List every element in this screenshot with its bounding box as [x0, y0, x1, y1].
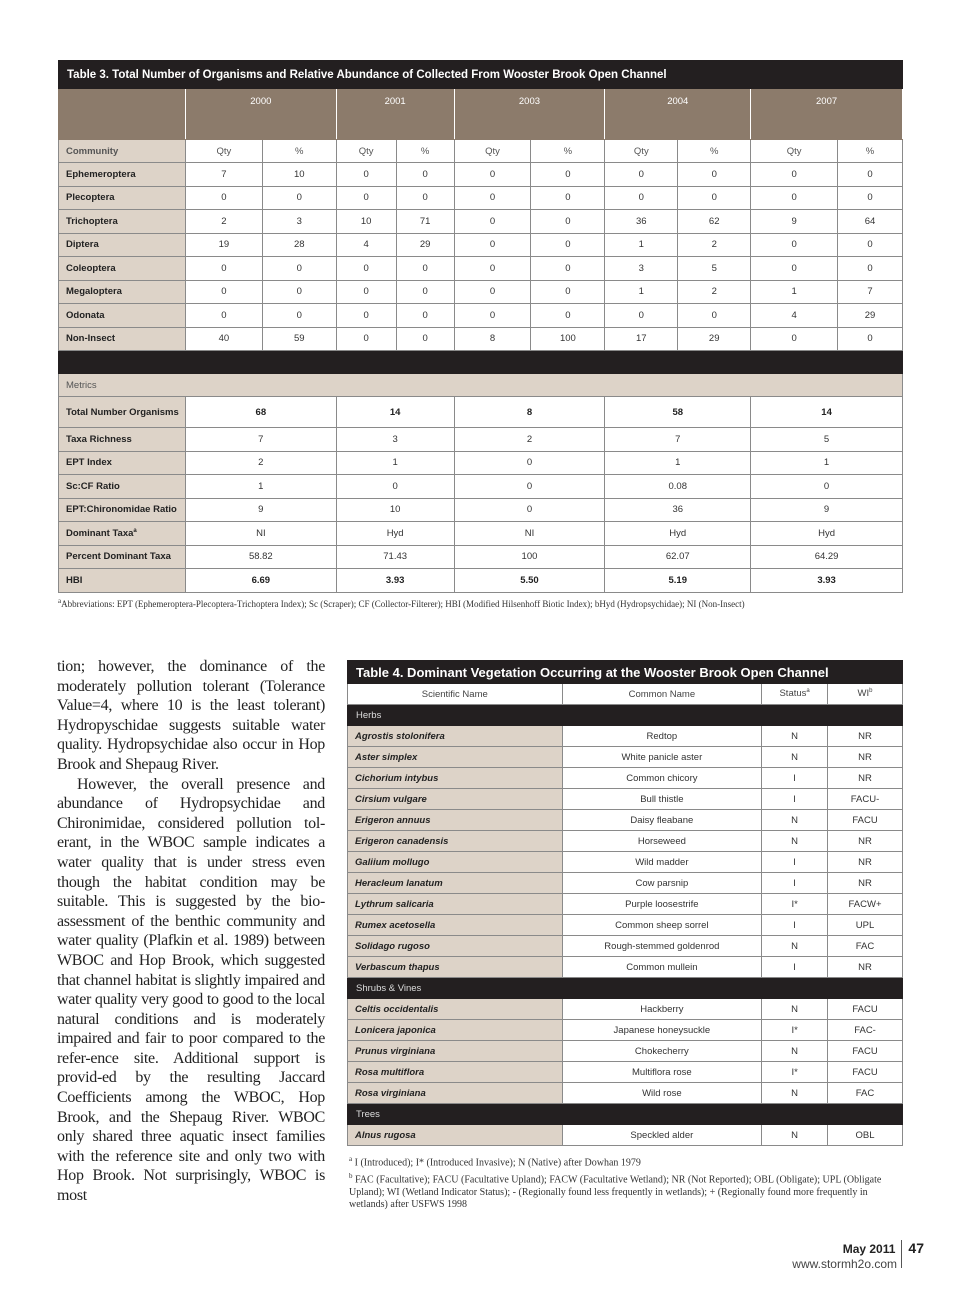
metric-name: Sc:CF Ratio: [59, 475, 186, 499]
cell: 0: [531, 280, 605, 304]
table-row: [59, 304, 903, 328]
group-row: [348, 1104, 903, 1125]
cell: 0: [531, 233, 605, 257]
status: I: [762, 852, 828, 873]
wetland-indicator: NR: [828, 747, 903, 768]
table-row: [348, 936, 903, 957]
qty-header: Qty: [185, 140, 262, 163]
metric-value: 58: [605, 397, 751, 428]
community-name: Non-Insect: [59, 327, 186, 351]
table-row: [348, 1020, 903, 1041]
year-header: 2001: [336, 89, 454, 140]
metric-value: 5.19: [605, 569, 751, 593]
wi-header: $WI^b$: [828, 684, 903, 705]
wetland-indicator: FACU: [828, 1041, 903, 1062]
cell: 0: [185, 257, 262, 281]
cell: 0: [396, 257, 454, 281]
scientific-name-header: Scientific Name: [348, 684, 563, 705]
cell: 40: [185, 327, 262, 351]
wetland-indicator: FACU: [828, 810, 903, 831]
status: N: [762, 1041, 828, 1062]
cell: 0: [454, 233, 531, 257]
table-row: [348, 1062, 903, 1083]
cell: 0: [262, 257, 336, 281]
cell: 17: [605, 327, 678, 351]
qty-header: Qty: [336, 140, 396, 163]
cell: 0: [751, 186, 838, 210]
cell: 0: [531, 163, 605, 187]
scientific-name: Rosa virginiana: [348, 1083, 563, 1104]
metric-row: [59, 522, 903, 546]
community-name: Ephemeroptera: [59, 163, 186, 187]
scientific-name: Solidago rugoso: [348, 936, 563, 957]
table-row: [348, 747, 903, 768]
year-header: 2007: [751, 89, 903, 140]
metrics-header-row: [59, 374, 903, 397]
table-row: [348, 726, 903, 747]
cell: 0: [605, 304, 678, 328]
cell: 29: [838, 304, 903, 328]
cell: 9: [751, 210, 838, 234]
table-row: [348, 957, 903, 978]
community-name: Diptera: [59, 233, 186, 257]
cell: 4: [751, 304, 838, 328]
cell: 3: [605, 257, 678, 281]
metric-value: 3.93: [751, 569, 903, 593]
scientific-name: Verbascum thapus: [348, 957, 563, 978]
status: N: [762, 726, 828, 747]
status: I: [762, 789, 828, 810]
cell: 0: [838, 327, 903, 351]
community-name: Odonata: [59, 304, 186, 328]
wetland-indicator: FAC: [828, 936, 903, 957]
cell: 0: [454, 280, 531, 304]
cell: 62: [678, 210, 751, 234]
cell: 0: [838, 257, 903, 281]
metric-row: [59, 397, 903, 428]
common-name: Rough-stemmed goldenrod: [562, 936, 762, 957]
group-label: Herbs: [348, 705, 903, 726]
cell: 29: [678, 327, 751, 351]
cell: 7: [838, 280, 903, 304]
cell: 1: [751, 280, 838, 304]
cell: 100: [531, 327, 605, 351]
table-3-footnote: $^a$Abbreviations: EPT (Ephemeroptera-Plecoptera-Trichoptera Index); Sc (Scraper); CF (Collector-Filterer); HBI (Modified Hilsenhoff Biotic Index); bHyd (Hydropsychidae); NI (Non-Insect): [58, 597, 745, 609]
scientific-name: Prunus virginiana: [348, 1041, 563, 1062]
cell: 0: [531, 210, 605, 234]
table-row: [348, 831, 903, 852]
wetland-indicator: FAC: [828, 1083, 903, 1104]
scientific-name: Cirsium vulgare: [348, 789, 563, 810]
cell: 0: [678, 186, 751, 210]
metric-value: 68: [185, 397, 336, 428]
metric-value: Hyd: [605, 522, 751, 546]
wetland-indicator: FACU: [828, 1062, 903, 1083]
year-header: 2004: [605, 89, 751, 140]
metric-value: 3.93: [336, 569, 454, 593]
status: N: [762, 1125, 828, 1146]
cell: 10: [262, 163, 336, 187]
pct-header: %: [838, 140, 903, 163]
cell: 0: [262, 304, 336, 328]
cell: 0: [336, 257, 396, 281]
paragraph: tion; however, the dominance of the moderately pollution tolerant (Tolerance Value=4, where 10 is the least tolerant) Hydropyschidae suggests suitable water quality. Hydropsychidae also occur in Hop Brook and Shepaug River.: [57, 658, 325, 773]
metric-name: EPT Index: [59, 451, 186, 475]
cell: 0: [185, 280, 262, 304]
table-row: [348, 810, 903, 831]
cell: 0: [838, 233, 903, 257]
metric-value: 100: [454, 545, 605, 569]
metric-row: [59, 451, 903, 475]
wetland-indicator: FACU-: [828, 789, 903, 810]
table-row: [348, 768, 903, 789]
cell: 0: [838, 186, 903, 210]
metric-value: 7: [185, 428, 336, 452]
metric-name: Taxa Richness: [59, 428, 186, 452]
cell: 0: [396, 186, 454, 210]
metric-value: NI: [185, 522, 336, 546]
metric-name: HBI: [59, 569, 186, 593]
wetland-indicator: NR: [828, 873, 903, 894]
cell: 0: [531, 304, 605, 328]
scientific-name: Celtis occidentalis: [348, 999, 563, 1020]
wetland-indicator: FACU: [828, 999, 903, 1020]
metric-value: 0: [454, 451, 605, 475]
scientific-name: Lonicera japonica: [348, 1020, 563, 1041]
cell: 8: [454, 327, 531, 351]
metric-value: 9: [751, 498, 903, 522]
wetland-indicator: NR: [828, 726, 903, 747]
common-name: Common sheep sorrel: [562, 915, 762, 936]
metric-value: Hyd: [336, 522, 454, 546]
table-row: [348, 999, 903, 1020]
metric-value: 1: [336, 451, 454, 475]
table-row: [59, 163, 903, 187]
scientific-name: Rumex acetosella: [348, 915, 563, 936]
status-header: Status$^a$: [762, 684, 828, 705]
scientific-name: Agrostis stolonifera: [348, 726, 563, 747]
wetland-indicator: NR: [828, 768, 903, 789]
community-name: Coleoptera: [59, 257, 186, 281]
qty-header: Qty: [454, 140, 531, 163]
table-row: [348, 1125, 903, 1146]
common-name: Wild madder: [562, 852, 762, 873]
metric-value: 14: [751, 397, 903, 428]
cell: 0: [396, 163, 454, 187]
cell: 0: [678, 304, 751, 328]
cell: 0: [396, 280, 454, 304]
cell: 0: [751, 257, 838, 281]
metric-name: Dominant Taxa$^a$: [59, 522, 186, 546]
cell: 0: [336, 280, 396, 304]
cell: 0: [454, 186, 531, 210]
table-row: [59, 210, 903, 234]
status: N: [762, 1083, 828, 1104]
metric-value: 0: [454, 475, 605, 499]
metric-row: [59, 475, 903, 499]
metric-value: 0: [454, 498, 605, 522]
metric-value: 0: [751, 475, 903, 499]
group-row: [348, 705, 903, 726]
cell: 0: [336, 163, 396, 187]
group-label: Shrubs & Vines: [348, 978, 903, 999]
metric-value: 1: [751, 451, 903, 475]
table-4-footnotes: [349, 1153, 905, 1212]
status: N: [762, 831, 828, 852]
scientific-name: Heracleum lanatum: [348, 873, 563, 894]
common-name: Speckled alder: [562, 1125, 762, 1146]
qty-header: Qty: [751, 140, 838, 163]
table-row: [348, 873, 903, 894]
table-row: [348, 852, 903, 873]
cell: 29: [396, 233, 454, 257]
scientific-name: Erigeron canadensis: [348, 831, 563, 852]
pct-header: %: [396, 140, 454, 163]
cell: 0: [454, 163, 531, 187]
wetland-indicator: NR: [828, 852, 903, 873]
cell: 0: [454, 210, 531, 234]
metric-value: 14: [336, 397, 454, 428]
cell: 1: [605, 233, 678, 257]
table-row: [348, 1083, 903, 1104]
cell: 0: [605, 186, 678, 210]
cell: 19: [185, 233, 262, 257]
wetland-indicator: OBL: [828, 1125, 903, 1146]
cell: 0: [605, 163, 678, 187]
issue-date: May 2011: [842, 1242, 896, 1256]
metric-value: 36: [605, 498, 751, 522]
status: I: [762, 957, 828, 978]
metric-value: 10: [336, 498, 454, 522]
table-4-title: Table 4. Dominant Vegetation Occurring at the Wooster Brook Open Channel: [348, 661, 903, 684]
cell: 0: [454, 257, 531, 281]
metric-row: [59, 428, 903, 452]
scientific-name: Erigeron annuus: [348, 810, 563, 831]
metric-value: 2: [454, 428, 605, 452]
metric-value: 62.07: [605, 545, 751, 569]
metric-value: 9: [185, 498, 336, 522]
common-name: Daisy fleabane: [562, 810, 762, 831]
metric-value: 5.50: [454, 569, 605, 593]
metrics-label: Metrics: [59, 374, 903, 397]
common-name-header: Common Name: [562, 684, 762, 705]
wetland-indicator: NR: [828, 957, 903, 978]
table-row: [348, 894, 903, 915]
common-name: Wild rose: [562, 1083, 762, 1104]
common-name: Common chicory: [562, 768, 762, 789]
cell: 28: [262, 233, 336, 257]
cell: 0: [751, 163, 838, 187]
cell: 0: [531, 186, 605, 210]
cell: 36: [605, 210, 678, 234]
table-row: [59, 186, 903, 210]
cell: 0: [838, 163, 903, 187]
body-text: [57, 657, 325, 1206]
wetland-indicator: NR: [828, 831, 903, 852]
table-row: [348, 1041, 903, 1062]
footnote-b: $^b$ FAC (Facultative); FACU (Facultative Upland); FACW (Facultative Wetland); NR (Not Reported); OBL (Obligate); UPL (Obligate Upland); WI (Wetland Indicator Status); - (Regionally found less frequently in wetlands); + (Regionally found more frequently in wetlands) after USFWS 1998: [349, 1171, 882, 1211]
common-name: Bull thistle: [562, 789, 762, 810]
table-row: [59, 233, 903, 257]
status: N: [762, 747, 828, 768]
group-label: Trees: [348, 1104, 903, 1125]
scientific-name: Lythrum salicaria: [348, 894, 563, 915]
cell: 0: [262, 186, 336, 210]
cell: 0: [396, 327, 454, 351]
metric-value: 1: [605, 451, 751, 475]
metric-name: Total Number Organisms: [59, 397, 186, 428]
metric-name: Percent Dominant Taxa: [59, 545, 186, 569]
community-name: Plecoptera: [59, 186, 186, 210]
pct-header: %: [678, 140, 751, 163]
community-name: Megaloptera: [59, 280, 186, 304]
cell: 59: [262, 327, 336, 351]
cell: 10: [336, 210, 396, 234]
common-name: Chokecherry: [562, 1041, 762, 1062]
cell: 0: [751, 327, 838, 351]
cell: 4: [336, 233, 396, 257]
pct-header: %: [531, 140, 605, 163]
table-3-title: Table 3. Total Number of Organisms and Relative Abundance of Collected From Wooster Brook Open Channel: [59, 61, 903, 89]
metric-value: 8: [454, 397, 605, 428]
status: I*: [762, 1062, 828, 1083]
qty-header: Qty: [605, 140, 678, 163]
cell: 0: [678, 163, 751, 187]
cell: 0: [336, 327, 396, 351]
cell: 71: [396, 210, 454, 234]
metric-row: [59, 569, 903, 593]
year-header: 2000: [185, 89, 336, 140]
status: I*: [762, 894, 828, 915]
common-name: Redtop: [562, 726, 762, 747]
metric-row: [59, 545, 903, 569]
cell: 2: [678, 280, 751, 304]
metric-value: NI: [454, 522, 605, 546]
paragraph: However, the overall presence and abundance of Hydropsychidae and Chironimidae, considered pollution tol-erant, in the WBOC sample indicates a water quality that is under stress even though the habitat condition may be suitable. This is suggested by the bio-assessment of the benthic community and water quality (Plafkin et al. 1989) between WBOC and Hop Brook, which suggested that channel habitat is slightly impaired and water quality very good to good to the local natural conditions and is moderately impaired and fair to poor compared to the refer-ence site. Additional support is provid-ed by the resulting Jaccard Coefficients among the WBOC, Hop Brook, and the Shepaug River. WBOC only shared three aquatic insect families with the reference site and only two with Hop Brook. Not surprisingly, WBOC is most: [57, 775, 325, 1205]
table-row: [59, 257, 903, 281]
community-name: Trichoptera: [59, 210, 186, 234]
cell: 0: [396, 304, 454, 328]
metric-value: 0: [336, 475, 454, 499]
cell: 2: [185, 210, 262, 234]
cell: 0: [336, 304, 396, 328]
year-header: 2003: [454, 89, 605, 140]
status: I: [762, 873, 828, 894]
status: I: [762, 768, 828, 789]
common-name: Multiflora rose: [562, 1062, 762, 1083]
cell: 0: [262, 280, 336, 304]
group-row: [348, 978, 903, 999]
footnote-a: $^a$ I (Introduced); I* (Introduced Invasive); N (Native) after Dowhan 1979: [349, 1155, 641, 1169]
cell: 0: [454, 304, 531, 328]
metric-value: 0.08: [605, 475, 751, 499]
scientific-name: Alnus rugosa: [348, 1125, 563, 1146]
metric-value: 7: [605, 428, 751, 452]
table-3: [58, 60, 903, 593]
metric-value: 5: [751, 428, 903, 452]
cell: 0: [751, 233, 838, 257]
pct-header: %: [262, 140, 336, 163]
metric-row: [59, 498, 903, 522]
cell: 3: [262, 210, 336, 234]
table-row: [59, 327, 903, 351]
status: N: [762, 810, 828, 831]
table-row: [348, 789, 903, 810]
scientific-name: Cichorium intybus: [348, 768, 563, 789]
status: I: [762, 915, 828, 936]
cell: 0: [185, 304, 262, 328]
table-row: [59, 280, 903, 304]
metric-value: 2: [185, 451, 336, 475]
common-name: Japanese honeysuckle: [562, 1020, 762, 1041]
metric-value: 58.82: [185, 545, 336, 569]
cell: 2: [678, 233, 751, 257]
metric-value: 1: [185, 475, 336, 499]
scientific-name: Galiium mollugo: [348, 852, 563, 873]
wetland-indicator: FACW+: [828, 894, 903, 915]
scientific-name: Rosa multiflora: [348, 1062, 563, 1083]
common-name: Common mullein: [562, 957, 762, 978]
cell: 64: [838, 210, 903, 234]
metric-value: 6.69: [185, 569, 336, 593]
separator-row: [59, 351, 903, 374]
metric-name: EPT:Chironomidae Ratio: [59, 498, 186, 522]
status: I*: [762, 1020, 828, 1041]
wetland-indicator: FAC-: [828, 1020, 903, 1041]
cell: 5: [678, 257, 751, 281]
common-name: Cow parsnip: [562, 873, 762, 894]
cell: 0: [185, 186, 262, 210]
status: N: [762, 999, 828, 1020]
metric-value: 64.29: [751, 545, 903, 569]
metric-value: 3: [336, 428, 454, 452]
cell: 0: [531, 257, 605, 281]
metric-value: Hyd: [751, 522, 903, 546]
cell: 1: [605, 280, 678, 304]
community-header: Community: [59, 140, 186, 163]
common-name: Horseweed: [562, 831, 762, 852]
metric-value: 71.43: [336, 545, 454, 569]
scientific-name: Aster simplex: [348, 747, 563, 768]
website-url: www.stormh2o.com: [792, 1257, 897, 1271]
status: N: [762, 936, 828, 957]
wetland-indicator: UPL: [828, 915, 903, 936]
common-name: Hackberry: [562, 999, 762, 1020]
common-name: Purple loosestrife: [562, 894, 762, 915]
table-row: [348, 915, 903, 936]
page-number: 47: [901, 1240, 924, 1268]
table-4: [347, 660, 903, 1146]
cell: 7: [185, 163, 262, 187]
common-name: White panicle aster: [562, 747, 762, 768]
cell: 0: [336, 186, 396, 210]
